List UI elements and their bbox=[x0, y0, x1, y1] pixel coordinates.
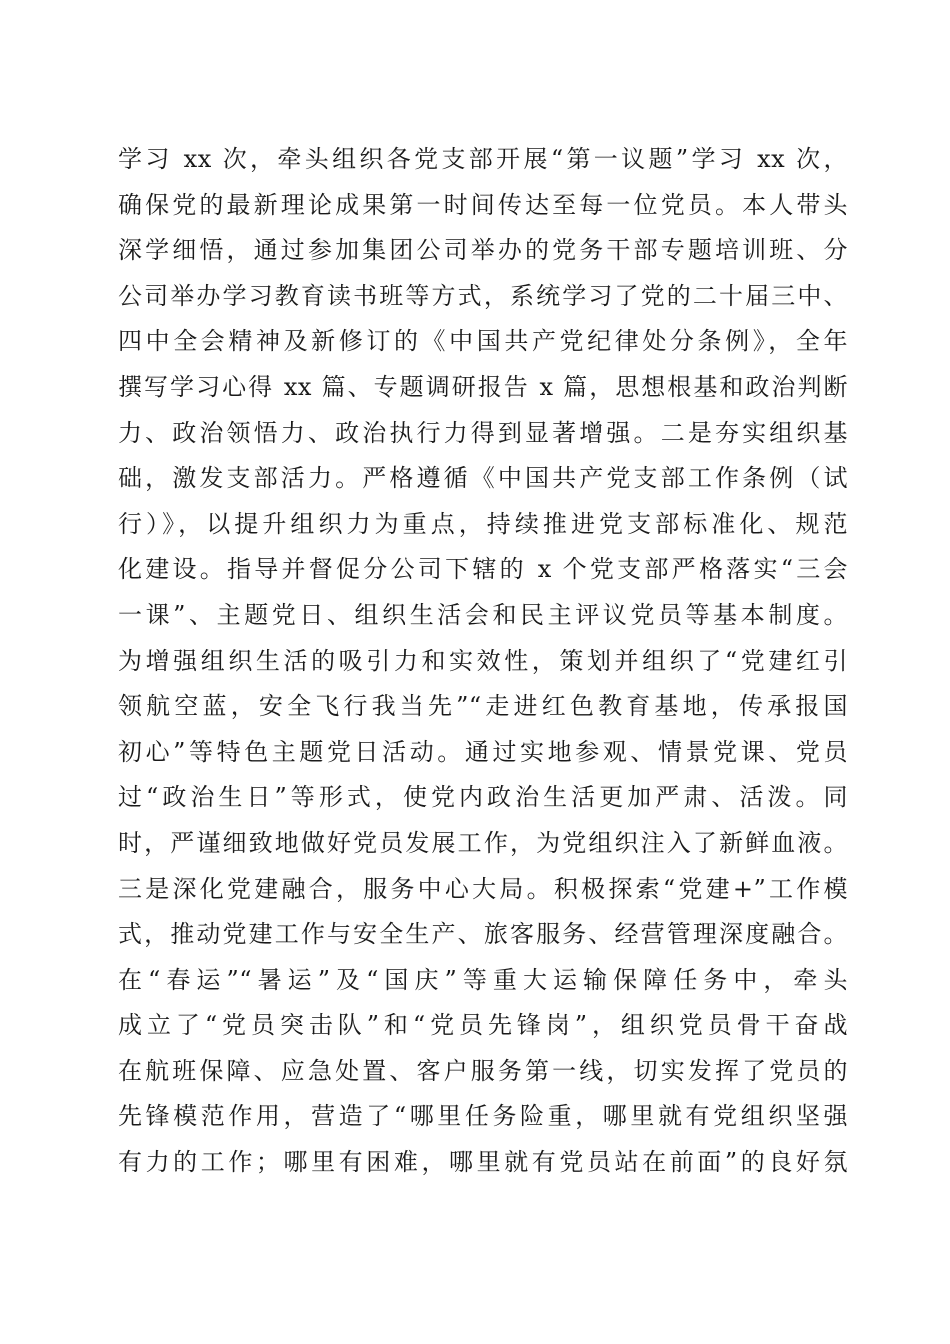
text-line: 为增强组织生活的吸引力和实效性，策划并组织了“党建红引 bbox=[118, 646, 848, 675]
text-line: 初心”等特色主题党日活动。通过实地参观、情景党课、党员 bbox=[118, 737, 848, 766]
text-line: 深学细悟，通过参加集团公司举办的党务干部专题培训班、分 bbox=[118, 236, 848, 265]
text-line: 有力的工作；哪里有困难，哪里就有党员站在前面”的良好氛 bbox=[118, 1148, 848, 1177]
text-line: 过“政治生日”等形式，使党内政治生活更加严肃、活泼。同 bbox=[118, 783, 848, 812]
text-line: 确保党的最新理论成果第一时间传达至每一位党员。本人带头 bbox=[118, 190, 848, 219]
text-line: 化建设。指导并督促分公司下辖的 x 个党支部严格落实“三会 bbox=[118, 555, 848, 584]
text-line: 在“春运”“暑运”及“国庆”等重大运输保障任务中，牵头 bbox=[118, 965, 848, 994]
text-line: 础，激发支部活力。严格遵循《中国共产党支部工作条例（试 bbox=[118, 464, 848, 493]
text-line: 时，严谨细致地做好党员发展工作，为党组织注入了新鲜血液。 bbox=[118, 828, 848, 857]
text-line: 在航班保障、应急处置、客户服务第一线，切实发挥了党员的 bbox=[118, 1056, 848, 1085]
text-line: 力、政治领悟力、政治执行力得到显著增强。二是夯实组织基 bbox=[118, 418, 848, 447]
text-line: 先锋模范作用，营造了“哪里任务险重，哪里就有党组织坚强 bbox=[118, 1102, 848, 1131]
text-line: 三是深化党建融合，服务中心大局。积极探索“党建+”工作模 bbox=[118, 874, 848, 903]
text-line: 四中全会精神及新修订的《中国共产党纪律处分条例》，全年 bbox=[118, 327, 848, 356]
text-line: 一课”、主题党日、组织生活会和民主评议党员等基本制度。 bbox=[118, 600, 848, 629]
text-line: 行）》，以提升组织力为重点，持续推进党支部标准化、规范 bbox=[118, 509, 848, 538]
text-line: 成立了“党员突击队”和“党员先锋岗”，组织党员骨干奋战 bbox=[118, 1011, 848, 1040]
text-line: 领航空蓝，安全飞行我当先”“走进红色教育基地，传承报国 bbox=[118, 692, 848, 721]
text-line: 式，推动党建工作与安全生产、旅客服务、经营管理深度融合。 bbox=[118, 920, 848, 949]
text-line: 学习 xx 次，牵头组织各党支部开展“第一议题”学习 xx 次， bbox=[118, 145, 848, 173]
text-line: 公司举办学习教育读书班等方式，系统学习了党的二十届三中、 bbox=[118, 281, 848, 310]
text-line: 撰写学习心得 xx 篇、专题调研报告 x 篇，思想根基和政治判断 bbox=[118, 372, 848, 401]
body-paragraph bbox=[118, 137, 848, 1186]
